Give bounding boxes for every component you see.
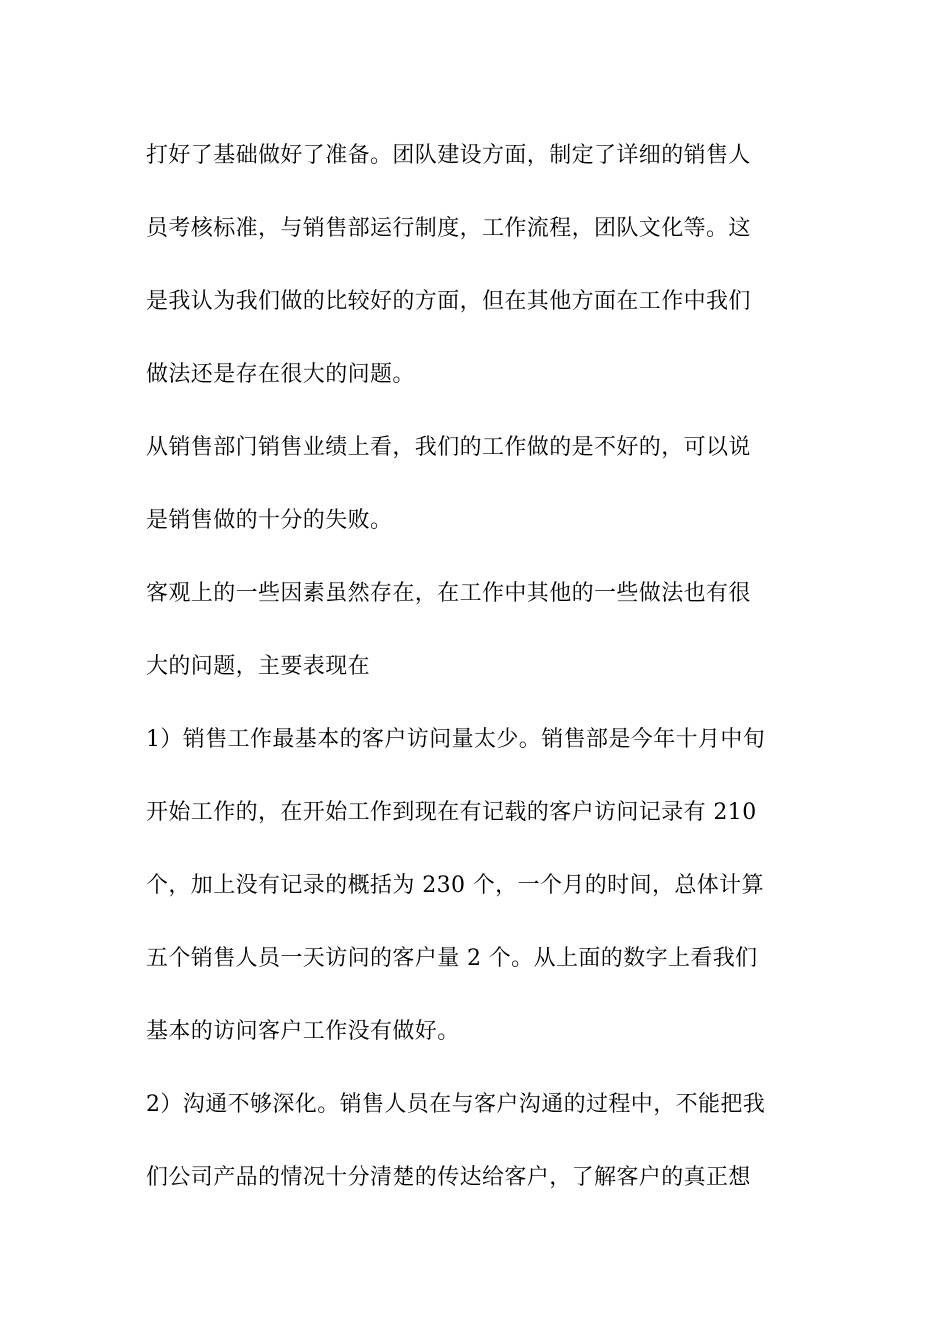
text-line: 是我认为我们做的比较好的方面，但在其他方面在工作中我们 [146,289,751,314]
text-line: 是销售做的十分的失败。 [146,508,393,533]
text-line: 五个销售人员一天访问的客户量 2 个。从上面的数字上看我们 [146,946,758,971]
text-line: 基本的访问客户工作没有做好。 [146,1019,460,1044]
paragraph-point-1-visits [146,718,808,1053]
text-line: 个，加上没有记录的概括为 230 个，一个月的时间，总体计算 [146,873,764,898]
text-line: 客观上的一些因素虽然存在，在工作中其他的一些做法也有很 [146,581,751,606]
paragraph-point-2-communication [146,1083,808,1199]
text-line: 1）销售工作最基本的客户访问量太少。销售部是今年十月中旬 [146,727,766,752]
document-body [146,134,808,1229]
text-line: 们公司产品的情况十分清楚的传达给客户，了解客户的真正想 [146,1165,751,1190]
text-line: 从销售部门销售业绩上看，我们的工作做的是不好的，可以说 [146,435,751,460]
text-line: 开始工作的，在开始工作到现在有记载的客户访问记录有 210 [146,800,757,825]
text-line: 2）沟通不够深化。销售人员在与客户沟通的过程中，不能把我 [146,1092,766,1117]
text-line: 打好了基础做好了准备。团队建设方面，制定了详细的销售人 [146,143,751,168]
text-line: 做法还是存在很大的问题。 [146,362,415,387]
text-line: 大的问题，主要表现在 [146,654,371,679]
paragraph-sales-performance [146,426,808,542]
paragraph-objective-factors [146,572,808,688]
paragraph-team-building [146,134,808,396]
text-line: 员考核标准，与销售部运行制度，工作流程，团队文化等。这 [146,216,751,241]
